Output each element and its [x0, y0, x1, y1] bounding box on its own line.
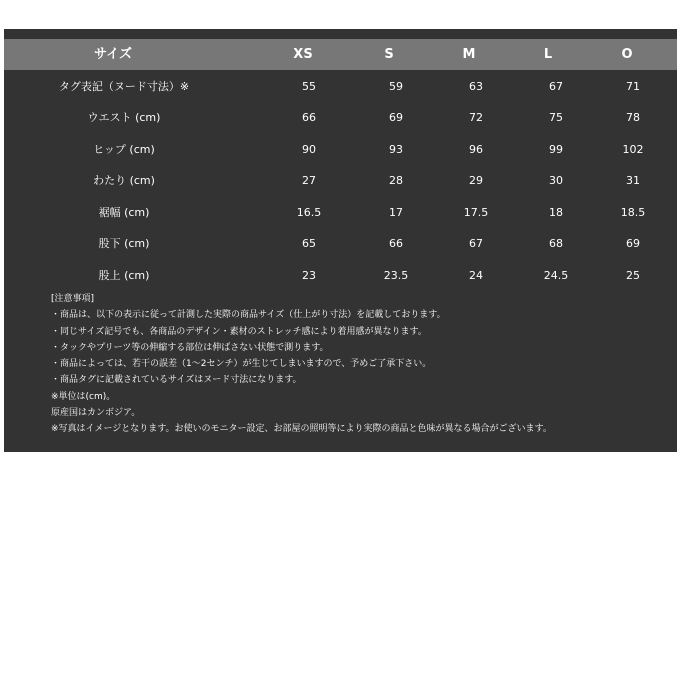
row-value: 67	[549, 80, 563, 93]
row-value: 93	[389, 143, 403, 156]
row-label: ウエスト (cm)	[87, 111, 161, 124]
header-size-o: O	[621, 47, 633, 62]
row-value: 25	[626, 269, 640, 282]
row-value: 18.5	[620, 206, 646, 219]
row-value: 69	[389, 111, 403, 124]
row-value: 18	[549, 206, 563, 219]
row-value: 102	[622, 143, 644, 156]
row-value: 29	[469, 174, 483, 187]
size-chart-panel	[4, 29, 677, 452]
size-table-header	[4, 39, 677, 70]
note-line: ※写真はイメージとなります。お使いのモニター設定、お部屋の照明等により実際の商品と色味が異なる場合がございます。	[51, 424, 552, 435]
row-value: 23.5	[383, 269, 409, 282]
note-line: ・商品タグに記載されているサイズはヌード寸法になります。	[51, 375, 302, 386]
row-value: 24	[469, 269, 483, 282]
row-value: 28	[389, 174, 403, 187]
header-size-xs: XS	[293, 47, 313, 62]
row-value: 24.5	[543, 269, 569, 282]
row-value: 63	[469, 80, 483, 93]
notes-heading: [注意事項]	[51, 294, 95, 304]
row-value: 75	[549, 111, 563, 124]
row-value: 65	[302, 237, 316, 250]
row-value: 96	[469, 143, 483, 156]
row-value: 66	[302, 111, 316, 124]
row-label: 股下 (cm)	[98, 237, 150, 250]
row-label: タグ表記（ヌード寸法）※	[58, 80, 190, 93]
note-line: ・同じサイズ記号でも、各商品のデザイン・素材のストレッチ感により着用感が異なります。	[51, 326, 427, 337]
row-value: 17	[389, 206, 403, 219]
row-label: ヒップ (cm)	[93, 143, 155, 156]
header-size-l: L	[543, 47, 553, 62]
table-row	[4, 134, 677, 165]
header-size-label: サイズ	[94, 47, 132, 62]
row-label: わたり (cm)	[93, 174, 155, 187]
row-value: 99	[549, 143, 563, 156]
row-value: 16.5	[296, 206, 322, 219]
row-value: 17.5	[463, 206, 489, 219]
row-value: 78	[626, 111, 640, 124]
notes-section	[51, 291, 671, 438]
table-row	[4, 102, 677, 133]
note-line: 原産国はカンボジア。	[51, 408, 141, 419]
row-value: 59	[389, 80, 403, 93]
row-value: 68	[549, 237, 563, 250]
note-line: ・タックやプリーツ等の伸縮する部位は伸ばさない状態で測ります。	[51, 342, 329, 353]
row-value: 23	[302, 269, 316, 282]
row-value: 90	[302, 143, 316, 156]
row-value: 27	[302, 174, 316, 187]
row-value: 30	[549, 174, 563, 187]
row-value: 67	[469, 237, 483, 250]
row-value: 71	[626, 80, 640, 93]
table-row	[4, 260, 677, 291]
note-line: ※単位は(cm)。	[51, 391, 116, 402]
header-size-s: S	[384, 47, 394, 62]
row-label: 裾幅 (cm)	[98, 206, 150, 219]
note-line: ・商品によっては、若干の誤差（1〜2センチ）が生じてしまいますので、予めご了承下さい。	[51, 359, 432, 370]
row-value: 66	[389, 237, 403, 250]
header-size-m: M	[462, 47, 476, 62]
table-row	[4, 197, 677, 228]
table-row	[4, 71, 677, 102]
table-row	[4, 165, 677, 196]
row-value: 72	[469, 111, 483, 124]
row-value: 69	[626, 237, 640, 250]
note-line: ・商品は、以下の表示に従って計測した実際の商品サイズ（仕上がり寸法）を記載しております。	[51, 310, 446, 321]
row-value: 31	[626, 174, 640, 187]
row-label: 股上 (cm)	[98, 269, 150, 282]
row-value: 55	[302, 80, 316, 93]
table-row	[4, 228, 677, 259]
